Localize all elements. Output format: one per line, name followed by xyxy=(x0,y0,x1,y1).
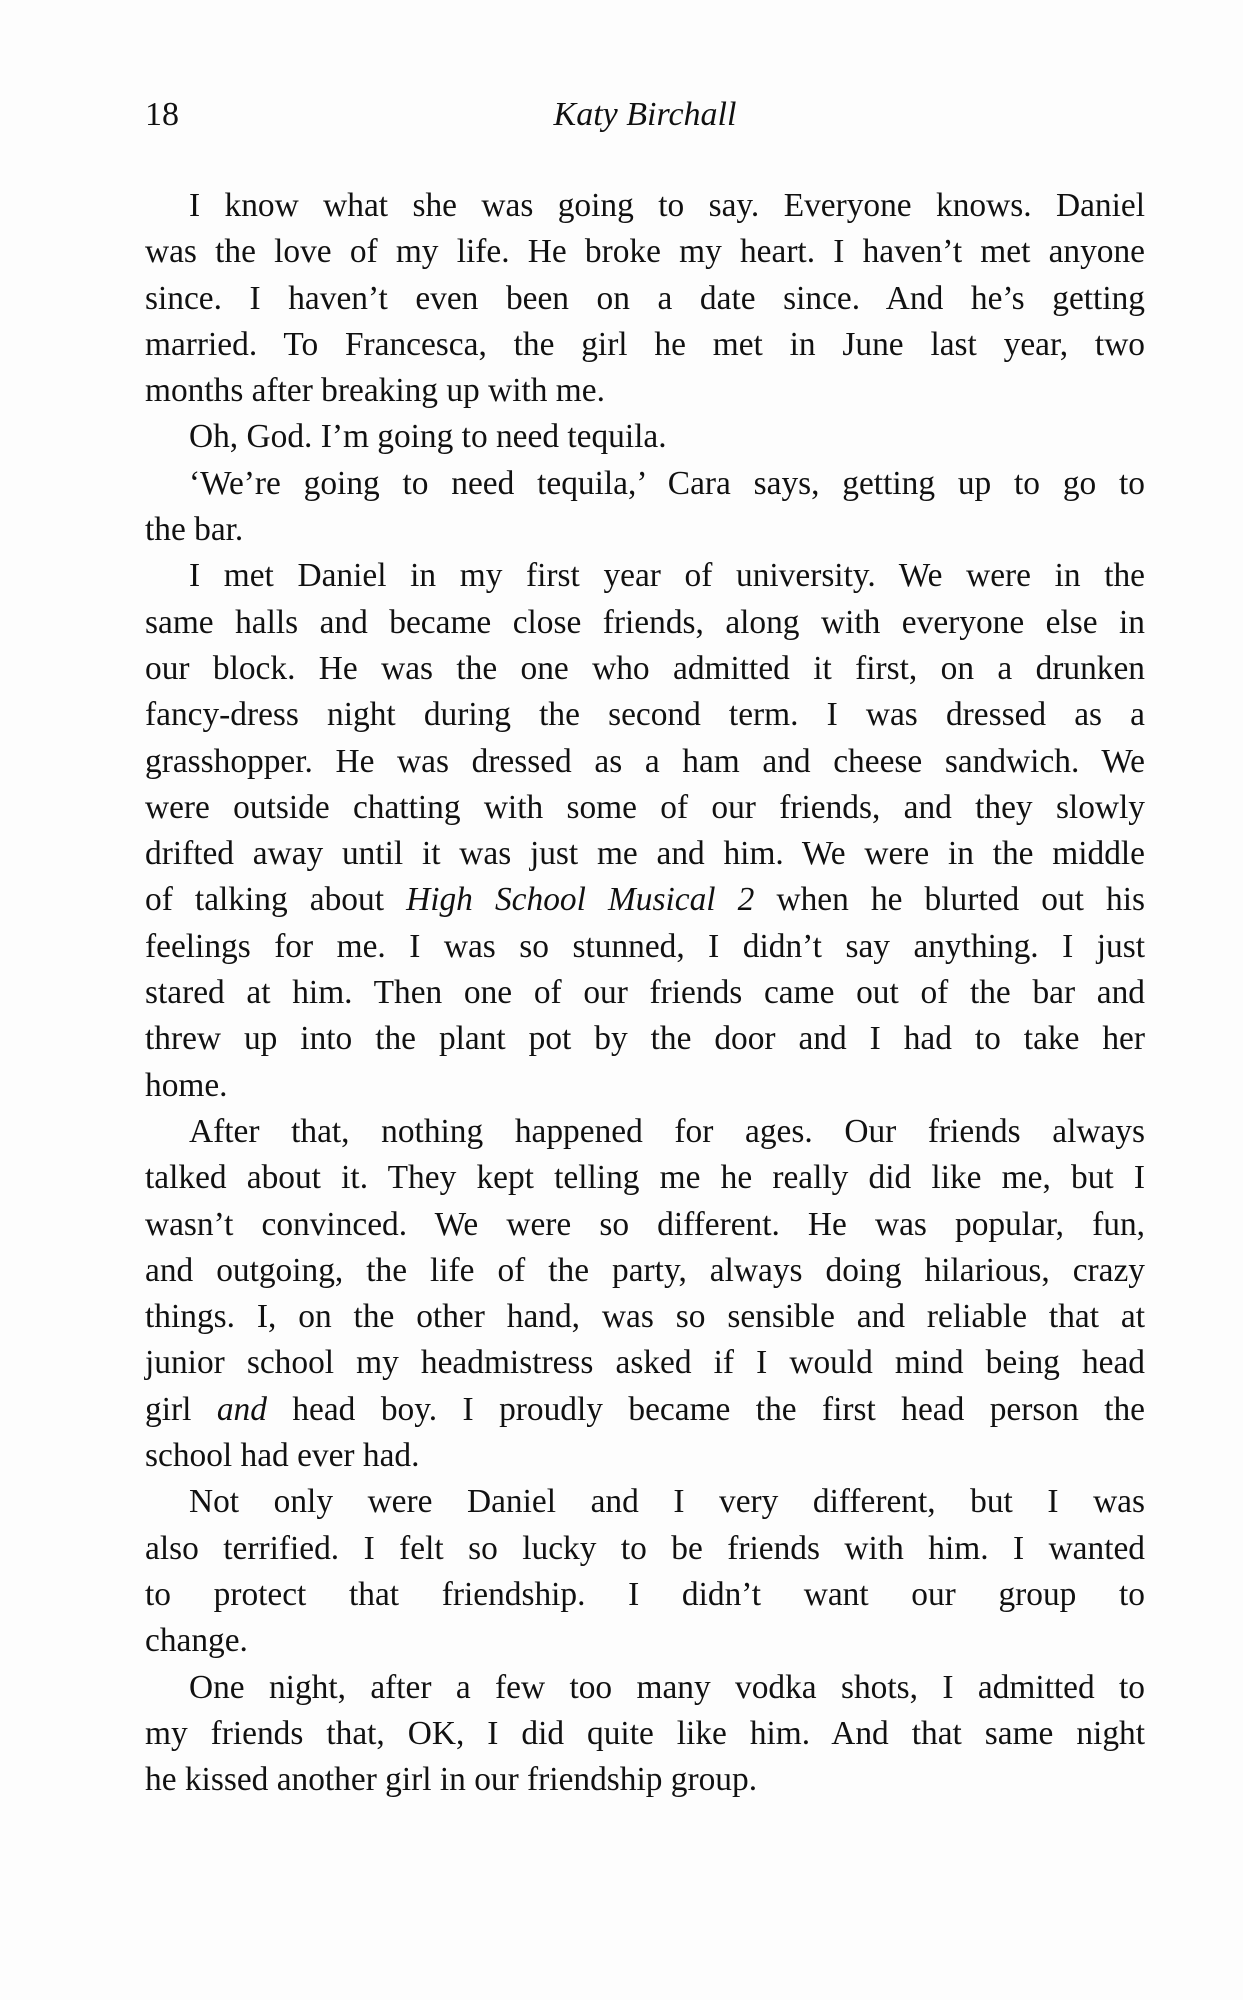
text-line: grasshopper. He was dressed as a ham and cheese sandwich. We xyxy=(145,742,1145,780)
text-line: ‘We’re going to need tequila,’ Cara says, getting up to go to xyxy=(189,464,1145,502)
text-line: I met Daniel in my first year of university. We were in the xyxy=(189,557,1145,595)
text-line: our block. He was the one who admitted it first, on a drunken xyxy=(145,649,1145,687)
text-line-with-italic xyxy=(145,877,1145,923)
text-segment: girl xyxy=(145,1390,217,1428)
text-line: also terrified. I felt so lucky to be friends with him. I wanted xyxy=(145,1529,1145,1567)
running-head xyxy=(145,96,1145,146)
text-line: change. xyxy=(145,1622,248,1660)
text-line: home. xyxy=(145,1066,228,1104)
text-line: I know what she was going to say. Everyone knows. Daniel xyxy=(189,187,1145,224)
text-line: were outside chatting with some of our friends, and they slowly xyxy=(145,788,1145,826)
text-line: talked about it. They kept telling me he really did like me, but I xyxy=(145,1159,1145,1197)
text-line-with-italic xyxy=(145,1387,1145,1433)
text-line: Oh, God. I’m going to need tequila. xyxy=(189,418,667,456)
text-line: Not only were Daniel and I very different, but I was xyxy=(189,1483,1145,1521)
text-line: drifted away until it was just me and him. We were in the middle xyxy=(145,835,1145,873)
text-line: One night, after a few too many vodka shots, I admitted to xyxy=(189,1668,1145,1706)
text-line: feelings for me. I was so stunned, I didn’t say anything. I just xyxy=(145,927,1145,965)
text-line: my friends that, OK, I did quite like him. And that same night xyxy=(145,1714,1145,1752)
text-line: months after breaking up with me. xyxy=(145,372,605,410)
text-line: fancy-dress night during the second term. I was dressed as a xyxy=(145,696,1145,734)
body-text xyxy=(145,183,1145,1803)
text-line: since. I haven’t even been on a date since. And he’s getting xyxy=(145,279,1145,317)
text-line: things. I, on the other hand, was so sensible and reliable that at xyxy=(145,1298,1145,1336)
text-line: to protect that friendship. I didn’t want our group to xyxy=(145,1575,1145,1613)
text-line: stared at him. Then one of our friends came out of the bar and xyxy=(145,974,1145,1012)
text-line: and outgoing, the life of the party, always doing hilarious, crazy xyxy=(145,1251,1145,1289)
text-line: was the love of my life. He broke my heart. I haven’t met anyone xyxy=(145,233,1145,271)
text-segment: of talking about xyxy=(145,881,407,919)
text-segment: when he blurted out his xyxy=(754,881,1146,919)
text-line: married. To Francesca, the girl he met in June last year, two xyxy=(145,325,1145,363)
text-line: school had ever had. xyxy=(145,1437,420,1475)
text-line: junior school my headmistress asked if I would mind being head xyxy=(145,1344,1145,1382)
text-line: he kissed another girl in our friendship group. xyxy=(145,1761,758,1799)
author-name: Katy Birchall xyxy=(553,96,737,133)
page-number: 18 xyxy=(145,96,179,133)
italic-title: High School Musical 2 xyxy=(406,881,755,919)
text-line: After that, nothing happened for ages. Our friends always xyxy=(189,1112,1145,1150)
text-line: threw up into the plant pot by the door and I had to take her xyxy=(145,1020,1145,1058)
text-segment: head boy. I proudly became the first head person the xyxy=(266,1390,1145,1428)
text-line: the bar. xyxy=(145,511,244,549)
italic-word: and xyxy=(216,1390,267,1428)
text-line: wasn’t convinced. We were so different. He was popular, fun, xyxy=(145,1205,1145,1243)
text-line: same halls and became close friends, along with everyone else in xyxy=(145,603,1145,641)
